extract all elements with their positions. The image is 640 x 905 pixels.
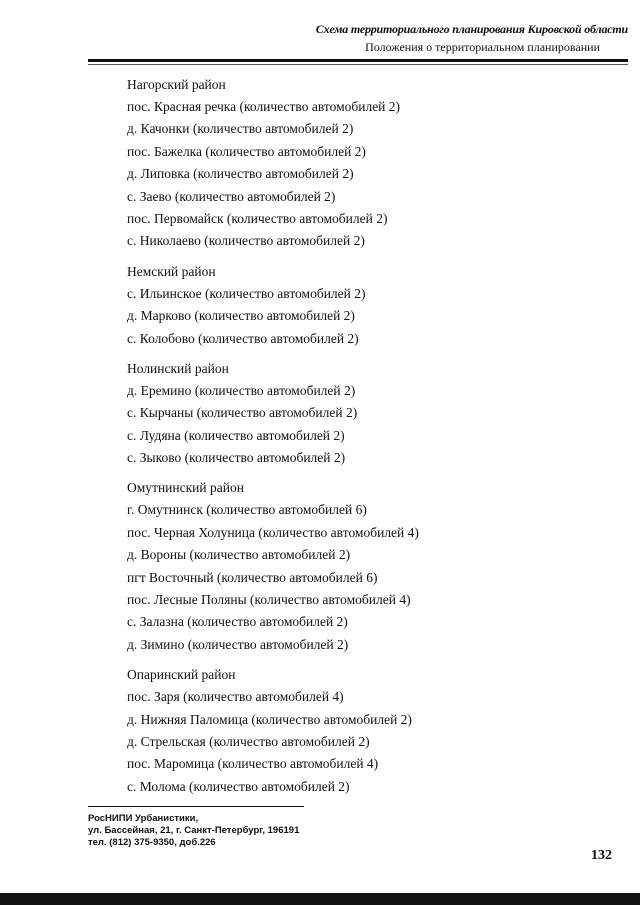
footer-block (88, 813, 299, 849)
settlement-entry: пос. Красная речка (количество автомобилей 2) (127, 99, 401, 114)
header-title: Схема территориального планирования Кировской области (315, 22, 628, 36)
settlement-entry: пос. Маромица (количество автомобилей 4) (127, 756, 379, 772)
district-title: Немский район (127, 263, 216, 279)
page-number: 132 (591, 848, 612, 863)
settlement-entry: пос. Бажелка (количество автомобилей 2) (127, 143, 366, 159)
district-section (127, 479, 607, 658)
bottom-border-bar (0, 893, 640, 905)
settlement-entry: с. Колобово (количество автомобилей 2) (127, 330, 359, 346)
settlement-entry: с. Зыково (количество автомобилей 2) (127, 450, 346, 466)
settlement-entry: с. Молома (количество автомобилей 2) (127, 778, 350, 794)
footer-org: РосНИПИ Урбанистики, (88, 813, 199, 824)
settlement-entry: с. Заево (количество автомобилей 2) (127, 188, 336, 204)
settlement-entry: д. Еремино (количество автомобилей 2) (127, 382, 356, 398)
settlement-entry: с. Ильинское (количество автомобилей 2) (127, 285, 366, 301)
settlement-entry: пгт Восточный (количество автомобилей 6) (127, 569, 378, 585)
settlement-entry: д. Марково (количество автомобилей 2) (127, 308, 355, 324)
footer-address: ул. Бассейная, 21, г. Санкт-Петербург, 196191 (88, 825, 300, 836)
footer-phone: тел. (812) 375-9350, доб.226 (88, 837, 216, 848)
district-title: Нолинский район (127, 360, 229, 376)
settlement-entry: пос. Заря (количество автомобилей 4) (127, 689, 344, 705)
settlement-entry: с. Залазна (количество автомобилей 2) (127, 614, 348, 630)
district-section (127, 360, 607, 472)
settlement-entry: г. Омутнинск (количество автомобилей 6) (127, 502, 367, 518)
district-title: Опаринский район (127, 667, 236, 683)
district-title: Нагорский район (127, 77, 226, 92)
settlement-entry: с. Николаево (количество автомобилей 2) (127, 233, 365, 249)
district-section (127, 76, 607, 255)
settlement-entry: пос. Лесные Поляны (количество автомобилей 4) (127, 592, 411, 608)
district-title: Омутнинский район (127, 480, 244, 496)
settlement-entry: с. Лудяна (количество автомобилей 2) (127, 427, 345, 443)
settlement-entry: с. Кырчаны (количество автомобилей 2) (127, 405, 358, 421)
settlement-entry: д. Липовка (количество автомобилей 2) (127, 166, 354, 182)
settlement-entry: д. Зимино (количество автомобилей 2) (127, 636, 349, 652)
district-section (127, 666, 607, 800)
district-list (127, 76, 607, 808)
settlement-entry: д. Качонки (количество автомобилей 2) (127, 121, 354, 137)
footer-rule (88, 806, 304, 807)
district-section (127, 263, 607, 352)
settlement-entry: д. Стрельская (количество автомобилей 2) (127, 733, 370, 749)
header-rule-thin (88, 64, 628, 65)
settlement-entry: д. Вороны (количество автомобилей 2) (127, 547, 351, 563)
settlement-entry: пос. Черная Холуница (количество автомобилей 4) (127, 524, 419, 540)
header-rule-thick (88, 59, 628, 62)
header-subtitle: Положения о территориальном планировании (365, 40, 600, 54)
settlement-entry: пос. Первомайск (количество автомобилей 2) (127, 210, 388, 226)
settlement-entry: д. Нижняя Паломица (количество автомобилей 2) (127, 711, 412, 727)
